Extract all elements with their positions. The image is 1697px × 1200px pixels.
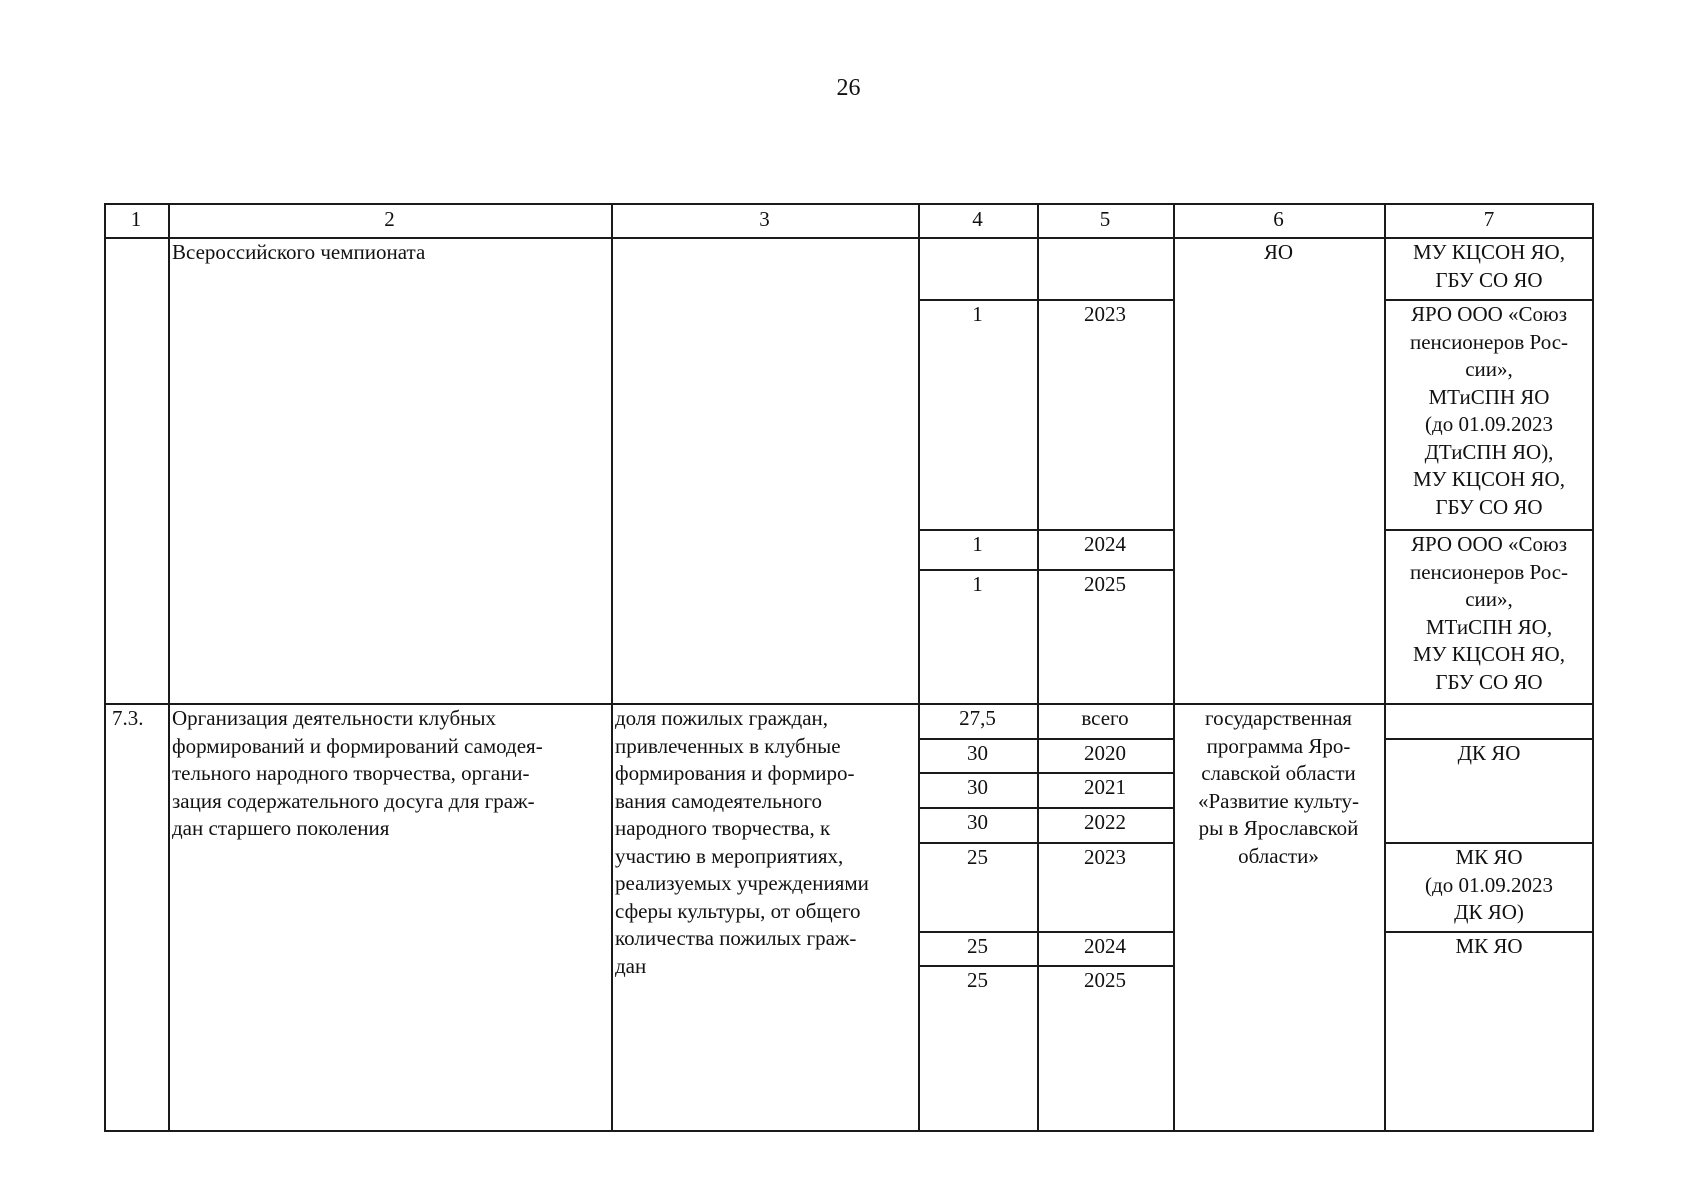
funding-source-cell: [1173, 705, 1384, 870]
indicator-value-cell: 1: [972, 572, 983, 596]
indicator-value-cell: 25: [967, 968, 988, 992]
executor-cell: [1384, 301, 1594, 521]
executor-line: МТиСПН ЯО: [1428, 384, 1550, 409]
text-line: славской области: [1201, 761, 1356, 785]
header-col-6: 6: [1273, 207, 1284, 231]
header-col-2: 2: [384, 207, 395, 231]
column-line: [611, 203, 613, 1131]
text-line: «Развитие культу-: [1197, 788, 1360, 813]
header-col-1: 1: [130, 207, 142, 231]
measure-name-continued: Всероссийского чемпионата: [172, 240, 426, 264]
executor-cell: [1384, 531, 1594, 696]
executor-line: ЯРО ООО «Союз: [1410, 532, 1568, 556]
year-cell: 2021: [1084, 775, 1126, 799]
executor-line: ГБУ СО ЯО: [1435, 494, 1543, 519]
executor-cell: ДК ЯО: [1457, 741, 1521, 765]
measure-name-cell: [172, 705, 543, 843]
text-line: ры в Ярославской: [1198, 816, 1359, 840]
executor-line: сии»,: [1465, 587, 1513, 611]
executor-line: ДК ЯО): [1454, 900, 1524, 924]
indicator-value-cell: 1: [972, 302, 983, 326]
text-line: народного творчества, к: [615, 816, 831, 840]
row-number-cell: 7.3.: [112, 706, 144, 730]
year-cell: 2023: [1084, 302, 1126, 326]
year-cell: 2023: [1084, 845, 1126, 869]
indicator-name-cell: [615, 705, 869, 980]
executor-line: пенсионеров Рос-: [1409, 329, 1569, 354]
text-line: реализуемых учреждениями: [615, 871, 869, 895]
executor-line: МУ КЦСОН ЯО,: [1413, 240, 1565, 264]
text-line: доля пожилых граждан,: [615, 706, 829, 730]
executor-line: ДТиСПН ЯО),: [1424, 439, 1554, 464]
table-border-bottom: [104, 1130, 1594, 1132]
column-line: [168, 203, 170, 1131]
header-col-3: 3: [759, 207, 770, 231]
executor-line: (до 01.09.2023: [1425, 872, 1553, 897]
header-col-4: 4: [972, 207, 983, 231]
text-line: участию в мероприятиях,: [615, 843, 844, 868]
text-line: количества пожилых граж-: [615, 926, 857, 950]
funding-source-cell: ЯО: [1263, 240, 1294, 264]
year-cell: 2025: [1084, 968, 1126, 992]
column-line: [1173, 203, 1175, 1131]
executor-line: (до 01.09.2023: [1425, 412, 1553, 436]
program-table: [104, 203, 1594, 1131]
year-cell: 2024: [1084, 532, 1126, 556]
indicator-value-cell: 25: [967, 934, 988, 958]
text-line: государственная: [1205, 706, 1352, 730]
executor-line: МУ КЦСОН ЯО,: [1413, 642, 1565, 666]
executor-line: сии»,: [1465, 357, 1513, 381]
text-line: вания самодеятельного: [615, 788, 822, 813]
text-line: формирования и формиро-: [615, 761, 855, 785]
year-cell: 2020: [1084, 741, 1126, 765]
table-border-left: [104, 203, 106, 1131]
text-line: дан старшего поколения: [172, 816, 390, 840]
indicator-value-cell: 30: [967, 741, 988, 765]
indicator-value-cell: 30: [967, 775, 988, 799]
indicator-value-cell: 1: [972, 532, 983, 556]
year-cell: 2024: [1084, 934, 1126, 958]
text-line: формирований и формирований самодея-: [172, 733, 543, 758]
executor-cell: МК ЯО: [1455, 934, 1523, 958]
text-line: дан: [615, 953, 647, 978]
executor-line: пенсионеров Рос-: [1409, 559, 1569, 584]
header-col-7: 7: [1483, 207, 1495, 231]
indicator-value-cell: 30: [967, 810, 988, 834]
text-line: зация содержательного досуга для граж-: [172, 788, 535, 813]
text-line: области»: [1238, 843, 1319, 868]
table-border-top: [104, 203, 1594, 205]
indicator-value-cell: 27,5: [959, 706, 996, 730]
executor-line: ГБУ СО ЯО: [1435, 669, 1543, 694]
text-line: сферы культуры, от общего: [615, 898, 861, 923]
indicator-value-cell: 25: [967, 845, 988, 869]
text-line: Организация деятельности клубных: [172, 706, 496, 730]
executor-line: МТиСПН ЯО,: [1425, 614, 1553, 639]
header-col-5: 5: [1099, 207, 1111, 231]
executor-cell: [1384, 844, 1594, 927]
executor-line: МК ЯО: [1455, 845, 1523, 869]
page-number: 26: [836, 75, 861, 101]
executor-cell: [1384, 239, 1594, 294]
year-cell: 2025: [1084, 572, 1126, 596]
executor-line: ГБУ СО ЯО: [1435, 267, 1543, 292]
text-line: привлеченных в клубные: [615, 733, 841, 758]
year-cell: всего: [1081, 706, 1129, 730]
executor-line: МУ КЦСОН ЯО,: [1413, 467, 1565, 491]
executor-line: ЯРО ООО «Союз: [1410, 302, 1568, 326]
year-cell: 2022: [1084, 810, 1126, 834]
text-line: программа Яро-: [1206, 733, 1351, 758]
text-line: тельного народного творчества, органи-: [172, 761, 530, 785]
